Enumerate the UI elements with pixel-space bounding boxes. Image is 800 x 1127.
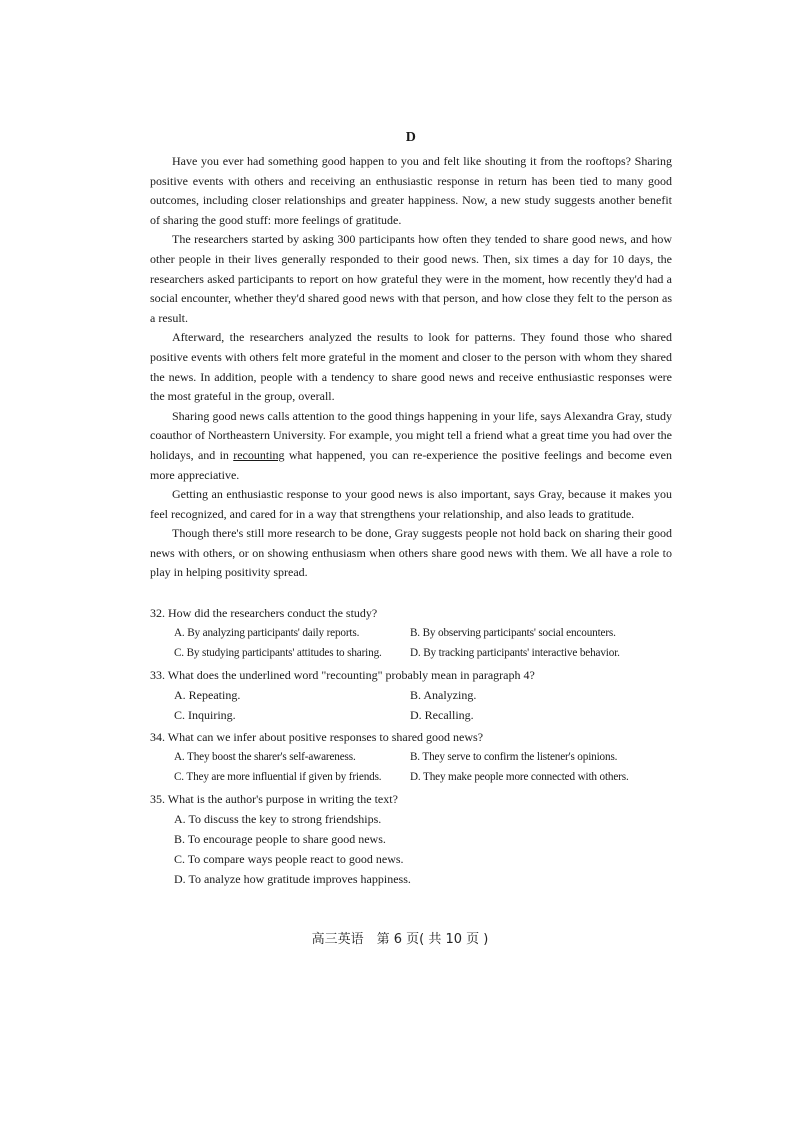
paragraph-4-text-after: what happened, you can re-experience the positive feelings and become even more appreciative. — [150, 447, 672, 482]
section-title: D — [405, 130, 417, 145]
answer-options — [150, 809, 672, 889]
question-stem: 35. What is the author's purpose in writing the text? — [150, 792, 398, 807]
option-c: C. They are more influential if given by friends. — [174, 771, 382, 784]
passage-paragraph-3: Afterward, the researchers analyzed the results to look for patterns. They found those who shared positive events with others felt more grateful in the moment and closer to the person with whom they shared the news. In addition, people with a tendency to share good news and receive enthusiastic responses were the most grateful in the group, overall. — [150, 330, 672, 404]
answer-options — [150, 623, 672, 663]
answer-options — [150, 685, 672, 725]
question-34 — [150, 727, 672, 787]
question-33 — [150, 665, 672, 725]
question-35 — [150, 789, 672, 889]
option-b: B. By observing participants' social encounters. — [410, 627, 616, 640]
question-stem: 32. How did the researchers conduct the study? — [150, 606, 378, 621]
answer-options — [150, 747, 672, 787]
passage-paragraph-1: Have you ever had something good happen to you and felt like shouting it from the rooftops? Sharing positive events with others and receiving an enthusiastic response in return has been tied to many good outcomes, including closer relationships and greater happiness. Now, a new study suggests another benefit of sharing the good stuff: more feelings of gratitude. — [150, 154, 672, 227]
passage-paragraph-2: The researchers started by asking 300 participants how often they tended to share good news, and how other people in their lives generally responded to their good news. Then, six times a day for 10 days, the researchers asked participants to report on how grateful they were in the moment, how recently they'd had a social encounter, whether they'd shared good news with that person, and how close they felt to the person as a result. — [150, 232, 672, 325]
option-d: D. By tracking participants' interactive behavior. — [410, 647, 620, 660]
option-d: D. To analyze how gratitude improves happiness. — [174, 872, 411, 887]
question-stem: 34. What can we infer about positive responses to shared good news? — [150, 730, 484, 745]
question-list — [150, 603, 672, 889]
option-c: C. To compare ways people react to good news. — [174, 852, 404, 867]
passage-paragraph-4 — [150, 407, 672, 485]
option-b: B. Analyzing. — [410, 688, 477, 703]
option-c: C. Inquiring. — [174, 708, 236, 723]
option-b: B. They serve to confirm the listener's opinions. — [410, 751, 618, 764]
question-32 — [150, 603, 672, 663]
question-stem: 33. What does the underlined word "recounting" probably mean in paragraph 4? — [150, 668, 535, 683]
underlined-word: recounting — [233, 447, 285, 462]
option-d: D. They make people more connected with others. — [410, 771, 629, 784]
exam-page — [150, 130, 672, 891]
page-footer: 高三英语 第 6 页( 共 10 页 ) — [311, 932, 489, 947]
option-a: A. By analyzing participants' daily reports. — [174, 627, 360, 640]
option-a: A. To discuss the key to strong friendships. — [174, 812, 382, 827]
option-d: D. Recalling. — [410, 708, 474, 723]
option-c: C. By studying participants' attitudes to sharing. — [174, 647, 382, 660]
reading-passage — [150, 152, 672, 583]
option-a: A. They boost the sharer's self-awareness. — [174, 751, 356, 764]
option-a: A. Repeating. — [174, 688, 241, 703]
passage-paragraph-5: Getting an enthusiastic response to your good news is also important, says Gray, because it makes you feel recognized, and cared for in a way that strengthens your relationship, and also leads to gratitude. — [150, 487, 672, 521]
option-b: B. To encourage people to share good news. — [174, 832, 386, 847]
paragraph-4-text-before: Sharing good news calls attention to the good things happening in your life, says Alexandra Gray, study coauthor of Northeastern University. For example, you might tell a friend what a great time you had over the holidays, and in — [150, 408, 672, 462]
passage-paragraph-6: Though there's still more research to be done, Gray suggests people not hold back on sharing their good news with others, or on showing enthusiasm when others share good news with them. We all have a role to play in helping positivity spread. — [150, 526, 672, 580]
